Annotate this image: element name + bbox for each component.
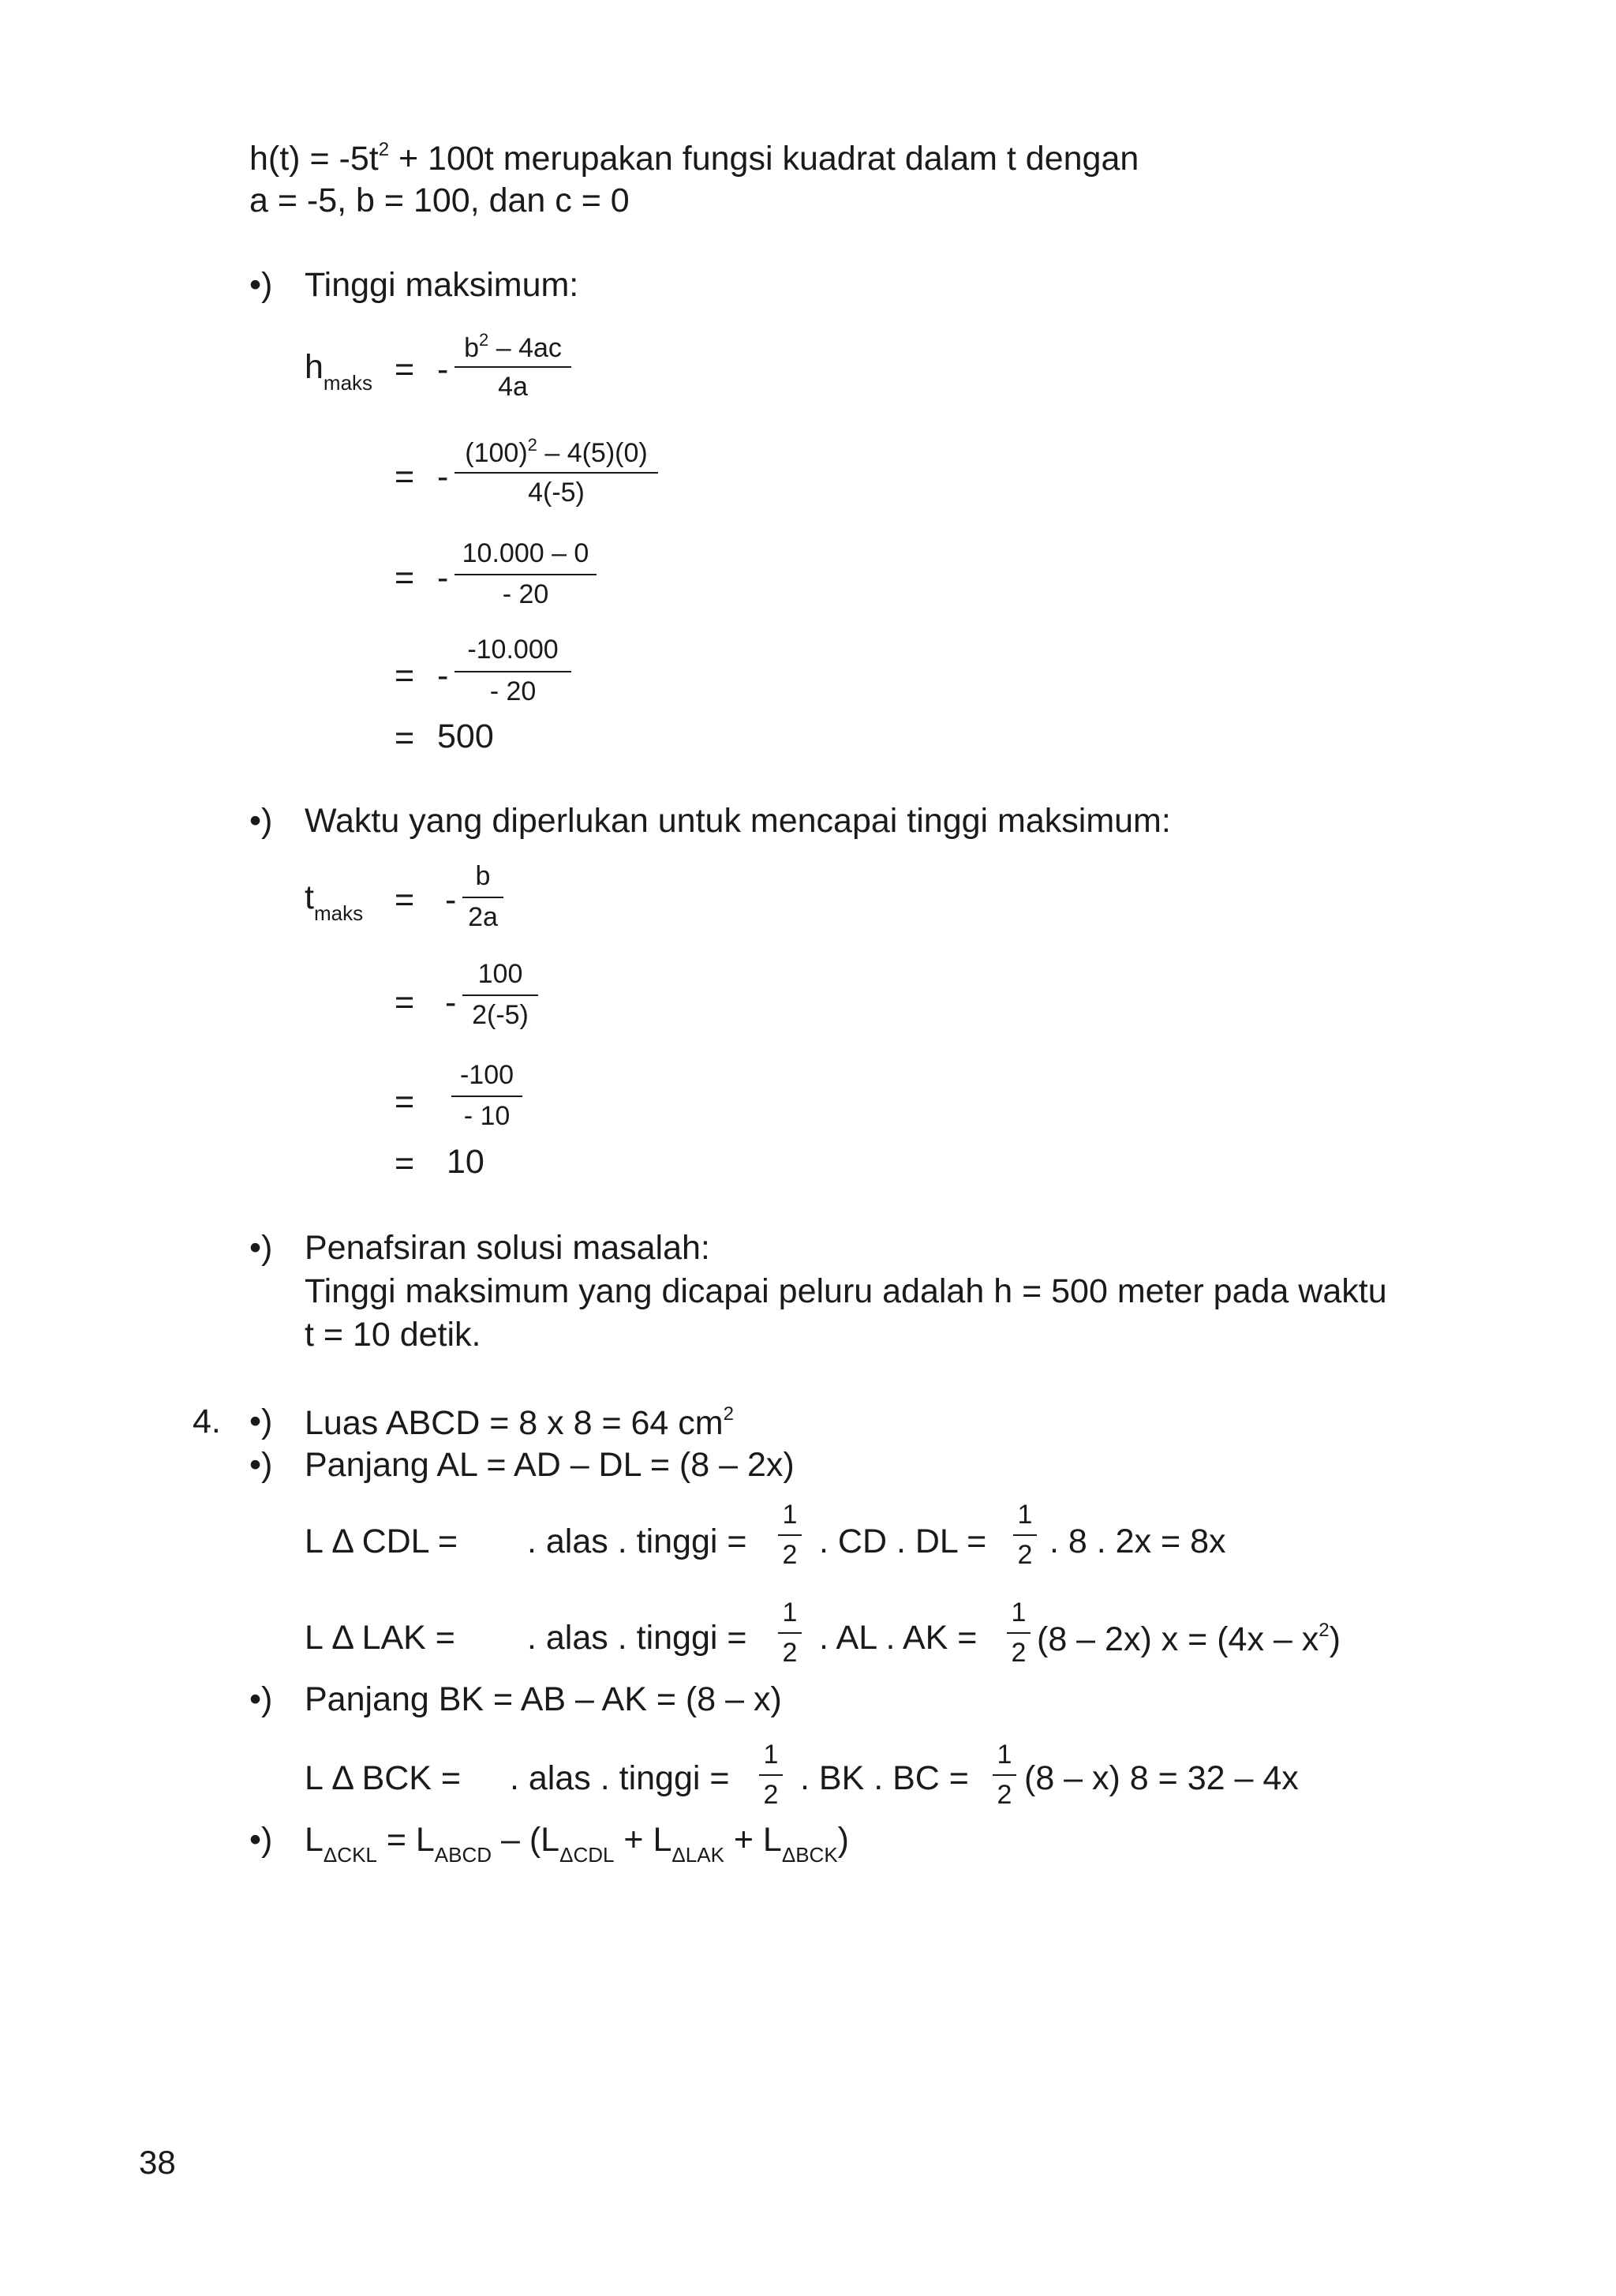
fraction-bar — [993, 1774, 1016, 1776]
minus-sign: - — [445, 983, 457, 1021]
fraction-bar — [462, 897, 503, 898]
bck-bk-bc: . BK . BC = — [800, 1759, 969, 1797]
fraction-bar — [1013, 1534, 1037, 1536]
half-numerator: 1 — [1011, 1597, 1027, 1627]
tafsir-heading: Penafsiran solusi masalah: — [305, 1229, 710, 1267]
bullet: •) — [249, 1403, 273, 1440]
panjang-al: Panjang AL = AD – DL = (8 – 2x) — [305, 1446, 795, 1484]
lak-alas-tinggi: . alas . tinggi = — [527, 1619, 747, 1657]
waktu-result: 10 — [447, 1143, 484, 1181]
tinggi-result: 500 — [437, 717, 494, 755]
minus-sign: - — [437, 458, 449, 496]
fraction-bar — [451, 1096, 522, 1097]
fraction-bar — [454, 574, 597, 575]
bck-alas-tinggi: . alas . tinggi = — [510, 1759, 730, 1797]
minus-sign: - — [437, 657, 449, 695]
cdl-result: . 8 . 2x = 8x — [1049, 1523, 1226, 1560]
cdl-alas-tinggi: . alas . tinggi = — [527, 1523, 747, 1560]
fraction-denominator: 2a — [468, 902, 498, 932]
equals-sign: = — [395, 458, 415, 496]
fraction-numerator: 100 — [477, 959, 523, 989]
panjang-bk: Panjang BK = AB – AK = (8 – x) — [305, 1680, 782, 1718]
lak-result: (8 – 2x) $x = (4x - x^2)$ — [1037, 1620, 1341, 1658]
fraction-bar — [454, 671, 571, 672]
final-formula: $L_{\Delta CKL} = L_{ABCD} - (L_{\Delta CDL} + L_{\Delta LAK} + L_{\Delta BCK})$ — [305, 1821, 849, 1867]
fraction-denominator: 4a — [498, 372, 528, 402]
equals-sign: = — [395, 657, 415, 695]
luas-abcd: Luas ABCD = 8 x 8 = 64 $cm^2$ — [305, 1403, 734, 1442]
half-denominator: 2 — [1011, 1638, 1027, 1668]
tafsir-line-2: t = 10 detik. — [305, 1316, 481, 1354]
fraction-denominator: - 10 — [463, 1101, 511, 1131]
fraction-numerator: $b^2 - 4ac$ — [464, 330, 562, 363]
cdl-label: L Δ CDL = — [305, 1523, 458, 1560]
fraction-denominator: - 20 — [489, 676, 537, 706]
minus-sign: - — [437, 350, 449, 388]
fraction-bar — [759, 1774, 783, 1776]
fraction-bar — [778, 1632, 802, 1634]
fraction-denominator: 4(-5) — [528, 478, 585, 508]
equals-sign: = — [395, 1083, 415, 1121]
half-denominator: 2 — [782, 1638, 798, 1668]
half-denominator: 2 — [997, 1780, 1012, 1810]
bck-result: (8 – x) 8 = 32 – 4x — [1024, 1759, 1299, 1797]
page-number: 38 — [139, 2144, 176, 2181]
equals-sign: = — [395, 881, 415, 919]
half-denominator: 2 — [1017, 1540, 1033, 1570]
bullet: •) — [249, 1446, 273, 1484]
bullet: •) — [249, 266, 273, 304]
half-denominator: 2 — [782, 1540, 798, 1570]
t-maks-symbol: $t_{maks}$ — [305, 878, 364, 925]
fraction-bar — [778, 1534, 802, 1536]
fraction-numerator: -100 — [459, 1060, 514, 1090]
bullet: •) — [249, 1229, 273, 1267]
intro-line-2: a = -5, b = 100, dan c = 0 — [249, 182, 630, 219]
fraction-bar — [454, 366, 571, 368]
fraction-bar — [1007, 1632, 1031, 1634]
half-denominator: 2 — [763, 1780, 779, 1810]
fraction-numerator: -10.000 — [467, 635, 559, 665]
half-numerator: 1 — [997, 1740, 1012, 1770]
problem-number: 4. — [193, 1403, 221, 1440]
fraction-denominator: 2(-5) — [472, 1000, 529, 1030]
equals-sign: = — [395, 559, 415, 597]
intro-line-1: $h(t) = -5t^2 + 100t$ merupakan fungsi kuadrat dalam t dengan — [249, 139, 1139, 178]
equals-sign: = — [395, 719, 415, 757]
half-numerator: 1 — [1017, 1500, 1033, 1530]
equals-sign: = — [395, 983, 415, 1021]
cdl-cd-dl: . CD . DL = — [819, 1523, 987, 1560]
fraction-bar — [454, 472, 658, 474]
fraction-bar — [462, 994, 538, 996]
equals-sign: = — [395, 350, 415, 388]
minus-sign: - — [437, 559, 449, 597]
tinggi-heading: Tinggi maksimum: — [305, 266, 579, 304]
half-numerator: 1 — [763, 1740, 779, 1770]
tafsir-line-1: Tinggi maksimum yang dicapai peluru adalah h = 500 meter pada waktu — [305, 1272, 1387, 1310]
fraction-numerator: b — [475, 861, 491, 891]
fraction-numerator: 10.000 – 0 — [462, 538, 589, 568]
minus-sign: - — [445, 881, 457, 919]
bck-label: L Δ BCK = — [305, 1759, 462, 1797]
lak-al-ak: . AL . AK = — [819, 1619, 978, 1657]
lak-label: L Δ LAK = — [305, 1619, 455, 1657]
equals-sign: = — [395, 1144, 415, 1182]
bullet: •) — [249, 802, 273, 840]
half-numerator: 1 — [782, 1500, 798, 1530]
waktu-heading: Waktu yang diperlukan untuk mencapai tinggi maksimum: — [305, 802, 1171, 840]
fraction-numerator: $(100)^2 - 4(5)(0)$ — [465, 435, 648, 468]
h-maks-symbol: $h_{maks}$ — [305, 348, 373, 395]
bullet: •) — [249, 1680, 273, 1718]
half-numerator: 1 — [782, 1597, 798, 1627]
bullet: •) — [249, 1821, 273, 1859]
fraction-denominator: - 20 — [502, 579, 549, 609]
